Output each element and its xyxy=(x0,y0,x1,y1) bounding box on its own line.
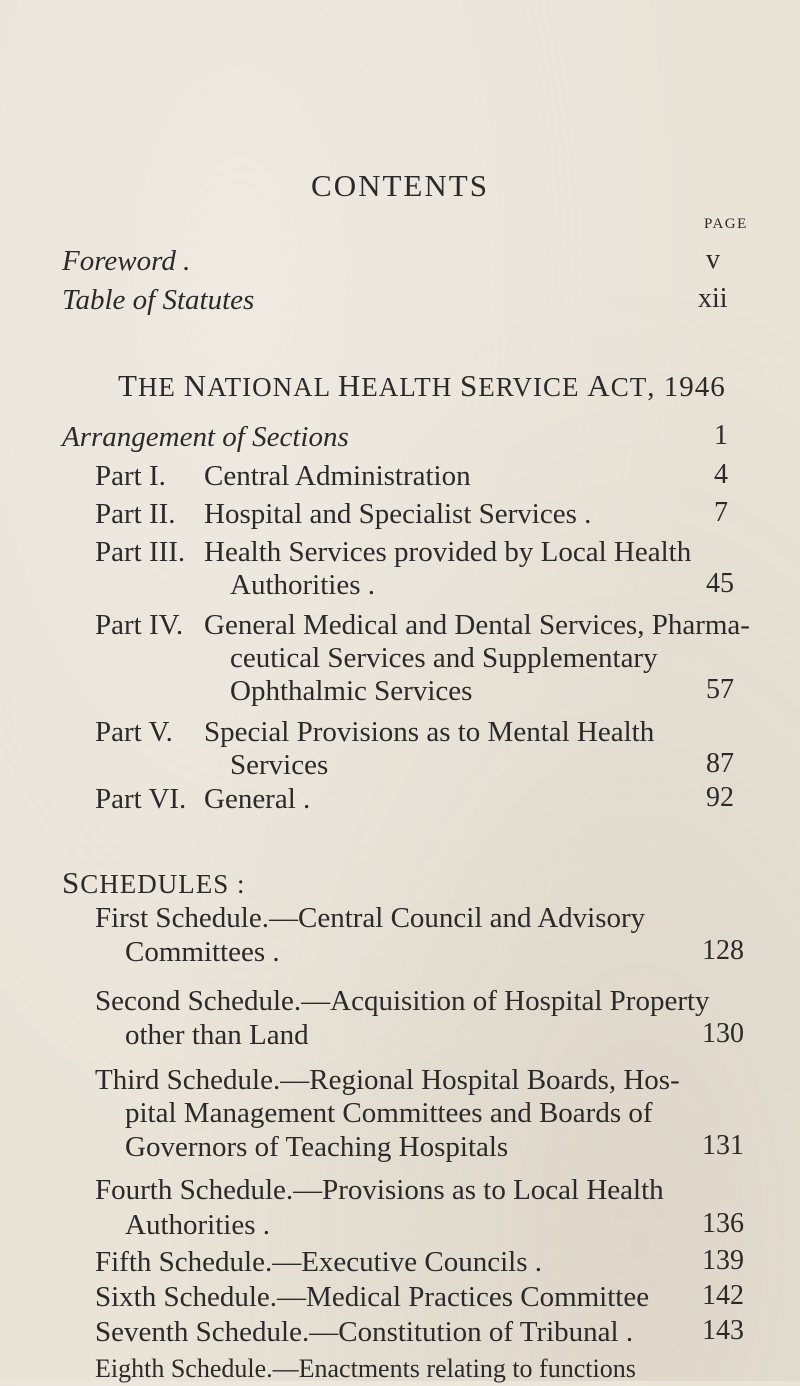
schedule-3-line-2[interactable]: pital Management Committees and Boards of xyxy=(125,1097,653,1129)
toc-page-arrangement: 1 xyxy=(714,420,728,451)
schedule-5-page: 139 xyxy=(702,1245,744,1276)
part-title-2[interactable]: Hospital and Specialist Services . xyxy=(204,498,592,530)
part-page-3: 45 xyxy=(706,568,734,599)
part-title-4-line-3[interactable]: Ophthalmic Services xyxy=(230,675,473,707)
page-column-header: PAGE xyxy=(704,216,748,232)
act-heading: THE NATIONAL HEALTH SERVICE ACT, 1946 xyxy=(118,368,726,403)
toc-page-foreword: v xyxy=(706,244,720,275)
schedule-1-page: 128 xyxy=(702,935,744,966)
part-page-5: 87 xyxy=(706,748,734,779)
part-number-6: Part VI. xyxy=(95,783,187,815)
schedule-1-line-2[interactable]: Committees . xyxy=(125,936,280,968)
toc-entry-table-of-statutes[interactable]: Table of Statutes xyxy=(62,284,255,316)
part-page-1: 4 xyxy=(714,459,728,490)
schedule-2-line-2[interactable]: other than Land xyxy=(125,1019,309,1051)
schedule-3-page: 131 xyxy=(702,1130,744,1161)
part-page-6: 92 xyxy=(706,782,734,813)
schedule-5[interactable]: Fifth Schedule.—Executive Councils . xyxy=(95,1246,543,1278)
part-number-2: Part II. xyxy=(95,498,176,530)
part-title-3-line-1[interactable]: Health Services provided by Local Health xyxy=(204,536,692,568)
schedule-6[interactable]: Sixth Schedule.—Medical Practices Committee xyxy=(95,1281,650,1313)
part-title-4-line-2[interactable]: ceutical Services and Supplementary xyxy=(230,642,658,674)
part-number-1: Part I. xyxy=(95,460,166,492)
part-page-2: 7 xyxy=(714,497,728,528)
part-title-4-line-1[interactable]: General Medical and Dental Services, Pharma- xyxy=(204,609,750,641)
schedule-4-line-2[interactable]: Authorities . xyxy=(125,1209,270,1241)
schedule-2-line-1[interactable]: Second Schedule.—Acquisition of Hospital Property xyxy=(95,985,710,1017)
part-number-3: Part III. xyxy=(95,536,186,568)
schedule-7-page: 143 xyxy=(702,1315,744,1346)
part-number-4: Part IV. xyxy=(95,609,184,641)
part-title-5-line-1[interactable]: Special Provisions as to Mental Health xyxy=(204,716,655,748)
schedule-4-line-1[interactable]: Fourth Schedule.—Provisions as to Local Health xyxy=(95,1174,664,1206)
schedules-heading: SCHEDULES : xyxy=(62,865,246,900)
toc-page-table-of-statutes: xii xyxy=(698,283,728,314)
schedule-3-line-3[interactable]: Governors of Teaching Hospitals xyxy=(125,1131,509,1163)
schedule-2-page: 130 xyxy=(702,1018,744,1049)
schedule-1-line-1[interactable]: First Schedule.—Central Council and Advisory xyxy=(95,902,646,934)
toc-entry-arrangement[interactable]: Arrangement of Sections xyxy=(62,421,349,453)
page-title: CONTENTS xyxy=(311,168,489,203)
schedule-3-line-1[interactable]: Third Schedule.—Regional Hospital Boards, Hos- xyxy=(95,1064,680,1096)
part-title-1[interactable]: Central Administration xyxy=(204,460,471,492)
part-title-6[interactable]: General . xyxy=(204,783,311,815)
part-title-5-line-2[interactable]: Services xyxy=(230,749,329,781)
schedule-4-page: 136 xyxy=(702,1208,744,1239)
part-page-4: 57 xyxy=(706,674,734,705)
part-number-5: Part V. xyxy=(95,716,173,748)
part-title-3-line-2[interactable]: Authorities . xyxy=(230,569,375,601)
schedule-7[interactable]: Seventh Schedule.—Constitution of Tribunal . xyxy=(95,1316,634,1348)
schedule-6-page: 142 xyxy=(702,1280,744,1311)
schedule-8-line-1[interactable]: Eighth Schedule.—Enactments relating to functions xyxy=(95,1354,636,1383)
toc-entry-foreword[interactable]: Foreword . xyxy=(62,245,191,277)
